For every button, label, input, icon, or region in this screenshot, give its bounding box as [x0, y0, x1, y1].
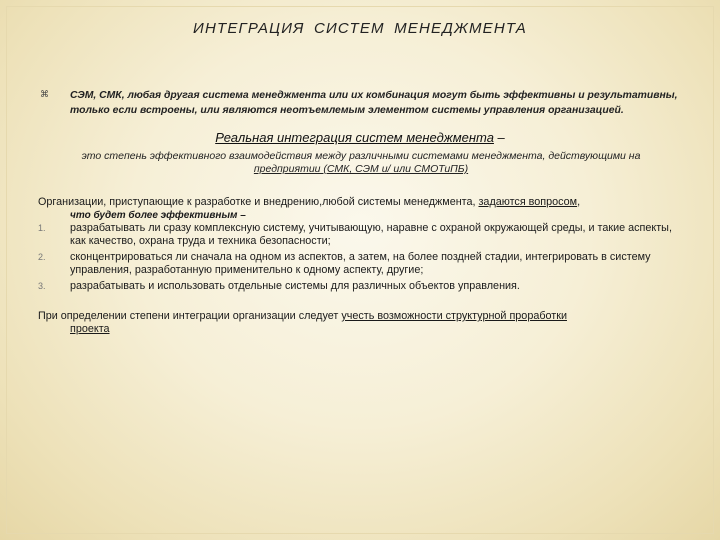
paragraph-intro: [38, 196, 686, 222]
paragraph-intro-before: Организации, приступающие к разработке и внедрению,любой системы менеджмента,: [38, 196, 479, 208]
paragraph-closing-continuation: проекта: [70, 323, 110, 335]
numbered-list: [38, 222, 686, 296]
section-heading-underlined: Реальная интеграция систем менеджмента: [215, 130, 494, 145]
x-bullet-icon: ⌘: [40, 89, 49, 99]
paragraph-intro-underlined: задаются вопросом: [478, 196, 578, 208]
paragraph-intro-continuation: что будет более эффективным –: [70, 210, 246, 221]
paragraph-intro-after: ,: [577, 196, 581, 208]
paragraph-closing-before: При определении степени интеграции организации следует: [38, 310, 342, 322]
list-item-text: сконцентрироваться ли сначала на одном из аспектов, а затем, на более поздней стадии, интегрировать в систему управления, разработанную применительно к одному аспекту, другие;: [70, 251, 651, 276]
definition-plain: это степень эффективного взаимодействия между различными системами менеджмента, действующими на: [81, 150, 641, 162]
slide-title: ИНТЕГРАЦИЯ СИСТЕМ МЕНЕДЖМЕНТА: [193, 20, 527, 37]
paragraph-closing-underlined: учесть возможности структурной проработки: [341, 310, 567, 322]
list-item-text: разрабатывать и использовать отдельные системы для различных объектов управления.: [70, 280, 520, 292]
bullet-text: СЭМ, СМК, любая другая система менеджмента или их комбинация могут быть эффективны и результативны, только если встроены, или являются неотъемлемым элементом системы управления организацией.: [70, 90, 678, 116]
paragraph-closing: [38, 310, 686, 336]
list-item-number: 1.: [38, 223, 46, 233]
definition-underlined: предприятии (СМК, СЭМ и/ или СМОТиПБ): [253, 163, 469, 175]
bullet-item: [40, 88, 680, 118]
section-heading: [0, 130, 720, 145]
list-item-number: 2.: [38, 252, 46, 262]
section-heading-suffix: –: [493, 130, 505, 145]
list-item-text: разрабатывать ли сразу комплексную систему, учитывающую, наравне с охраной окружающей среды, и такие аспекты, как качество, охрана труда и техника безопасности;: [70, 222, 672, 247]
definition-text: [50, 150, 672, 176]
list-item: [38, 280, 686, 293]
list-item: [38, 251, 686, 277]
list-item: [38, 222, 686, 248]
list-item-number: 3.: [38, 281, 46, 291]
